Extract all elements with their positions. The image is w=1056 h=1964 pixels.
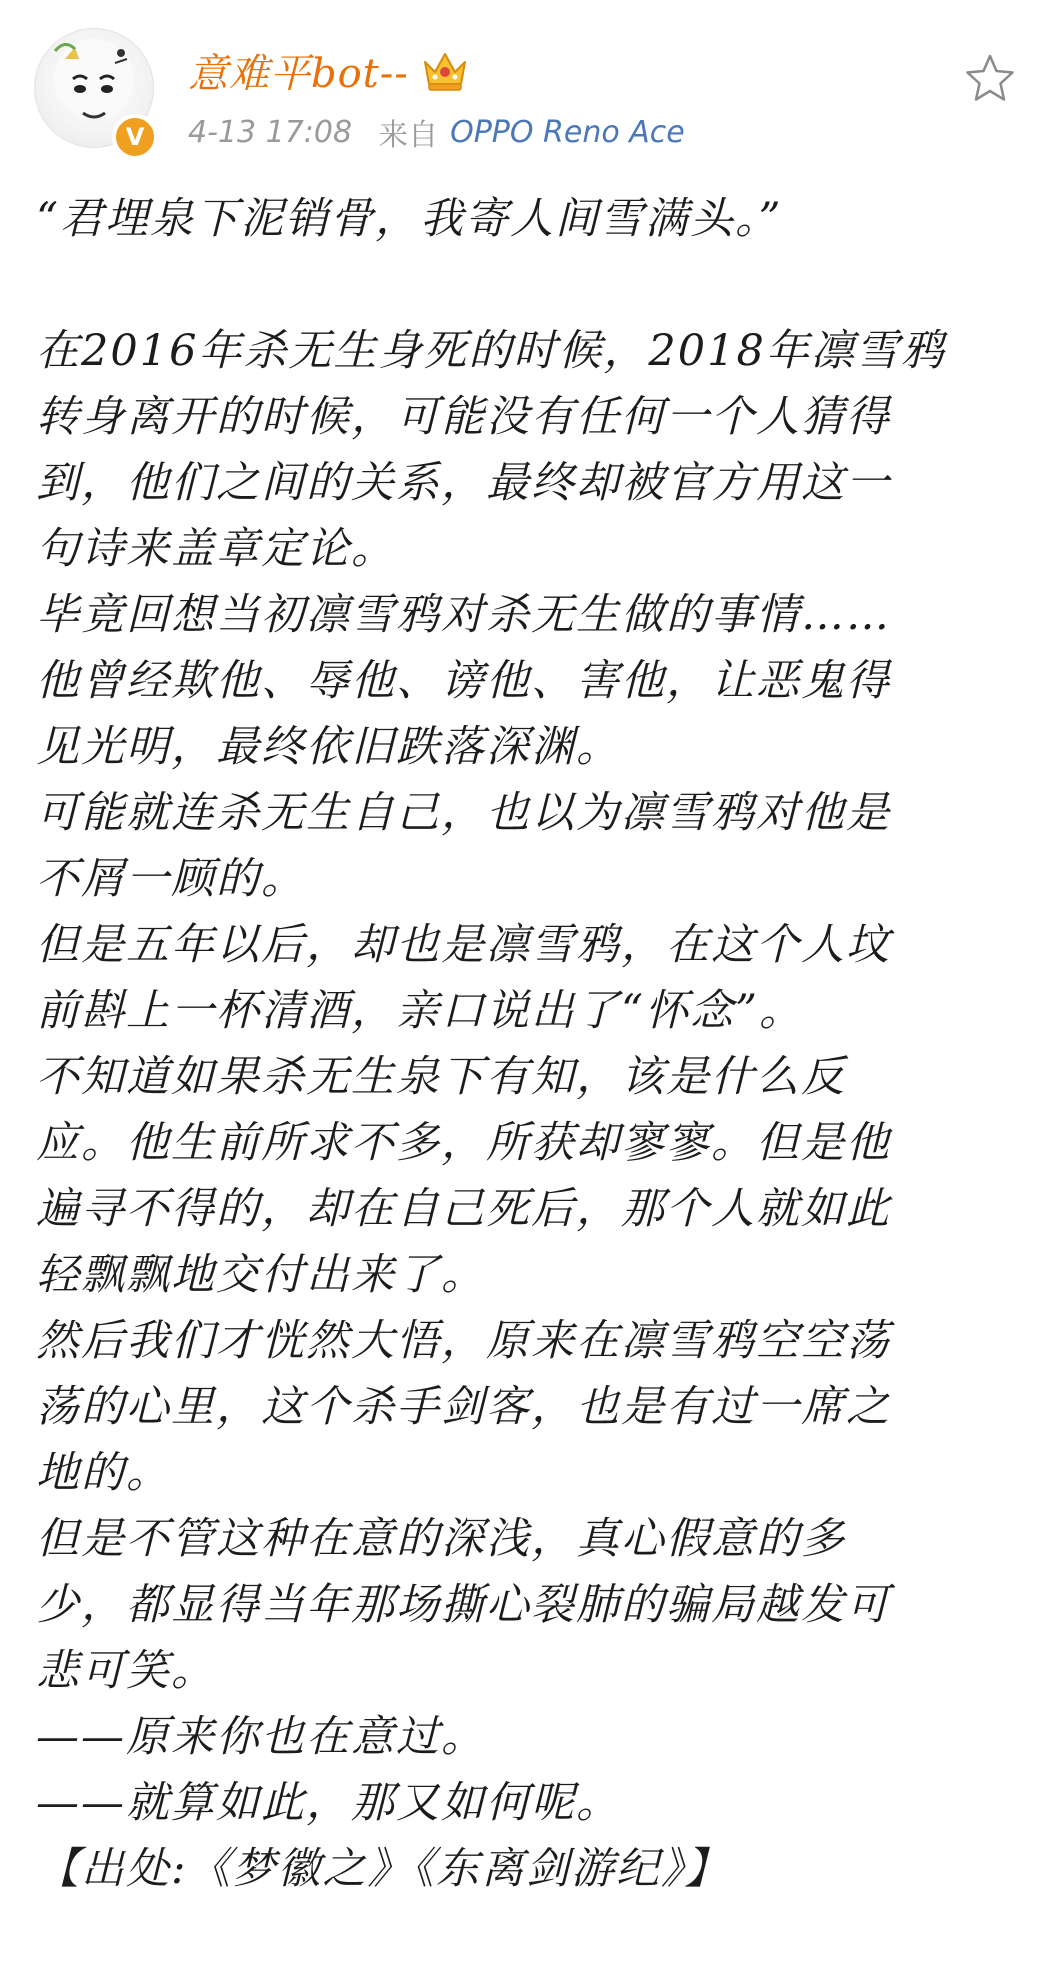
post-text-line: 在2016年杀无生身死的时候，2018年凛雪鸦 (36, 326, 946, 376)
verified-badge-icon: V (112, 114, 158, 160)
avatar-container[interactable] (34, 20, 154, 150)
post-text-line: 地的。 (36, 1448, 171, 1498)
post-header (0, 0, 1056, 160)
post-text-line: 应。他生前所求不多，所获却寥寥。但是他 (36, 1118, 891, 1168)
post-text-line: 悲可笑。 (36, 1646, 216, 1696)
post-text-line: “君埋泉下泥销骨，我寄人间雪满头。” (36, 194, 783, 244)
post-text-line: 但是不管这种在意的深浅，真心假意的多 (36, 1514, 846, 1564)
post-text-line: 轻飘飘地交付出来了。 (36, 1250, 486, 1300)
post-text-line: 不知道如果杀无生泉下有知，该是什么反 (36, 1052, 846, 1102)
post-text-line: 可能就连杀无生自己，也以为凛雪鸦对他是 (36, 788, 891, 838)
post-time: 4-13 17:08 (188, 114, 353, 150)
post-text-line: 他曾经欺他、辱他、谤他、害他，让恶鬼得 (36, 656, 891, 706)
post-text-line (36, 252, 1016, 318)
post-text-line: 前斟上一杯清酒，亲口说出了“怀念”。 (36, 986, 804, 1036)
username-row (188, 42, 469, 98)
post-text-line: 到，他们之间的关系，最终却被官方用这一 (36, 458, 891, 508)
star-outline-icon[interactable] (964, 52, 1016, 104)
post-text-line: ——原来你也在意过。 (36, 1712, 486, 1762)
post-text-line: 少，都显得当年那场撕心裂肺的骗局越发可 (36, 1580, 891, 1630)
device-link[interactable]: OPPO Reno Ace (450, 114, 685, 150)
post-text-line: 句诗来盖章定论。 (36, 524, 396, 574)
post-text-line: 毕竟回想当初凛雪鸦对杀无生做的事情…… (36, 590, 891, 640)
post-text-line: 然后我们才恍然大悟，原来在凛雪鸦空空荡 (36, 1316, 891, 1366)
post-text-line: 【出处:《梦徽之》《东离剑游纪》】 (36, 1844, 730, 1894)
post-text-line: 荡的心里，这个杀手剑客，也是有过一席之 (36, 1382, 891, 1432)
post-meta (188, 110, 685, 154)
post-text-line: 但是五年以后，却也是凛雪鸦，在这个人坟 (36, 920, 891, 970)
post-text-line: ——就算如此，那又如何呢。 (36, 1778, 621, 1828)
post-text-line: 见光明，最终依旧跌落深渊。 (36, 722, 621, 772)
post-text-line: 不屑一顾的。 (36, 854, 306, 904)
crown-icon[interactable] (421, 48, 469, 92)
post-text-line: 遍寻不得的，却在自己死后，那个人就如此 (36, 1184, 891, 1234)
username[interactable]: 意难平bot-- (188, 50, 409, 97)
post-text (36, 186, 1016, 1902)
source-label: 来自 (378, 118, 439, 153)
post-text-line: 转身离开的时候，可能没有任何一个人猜得 (36, 392, 891, 442)
